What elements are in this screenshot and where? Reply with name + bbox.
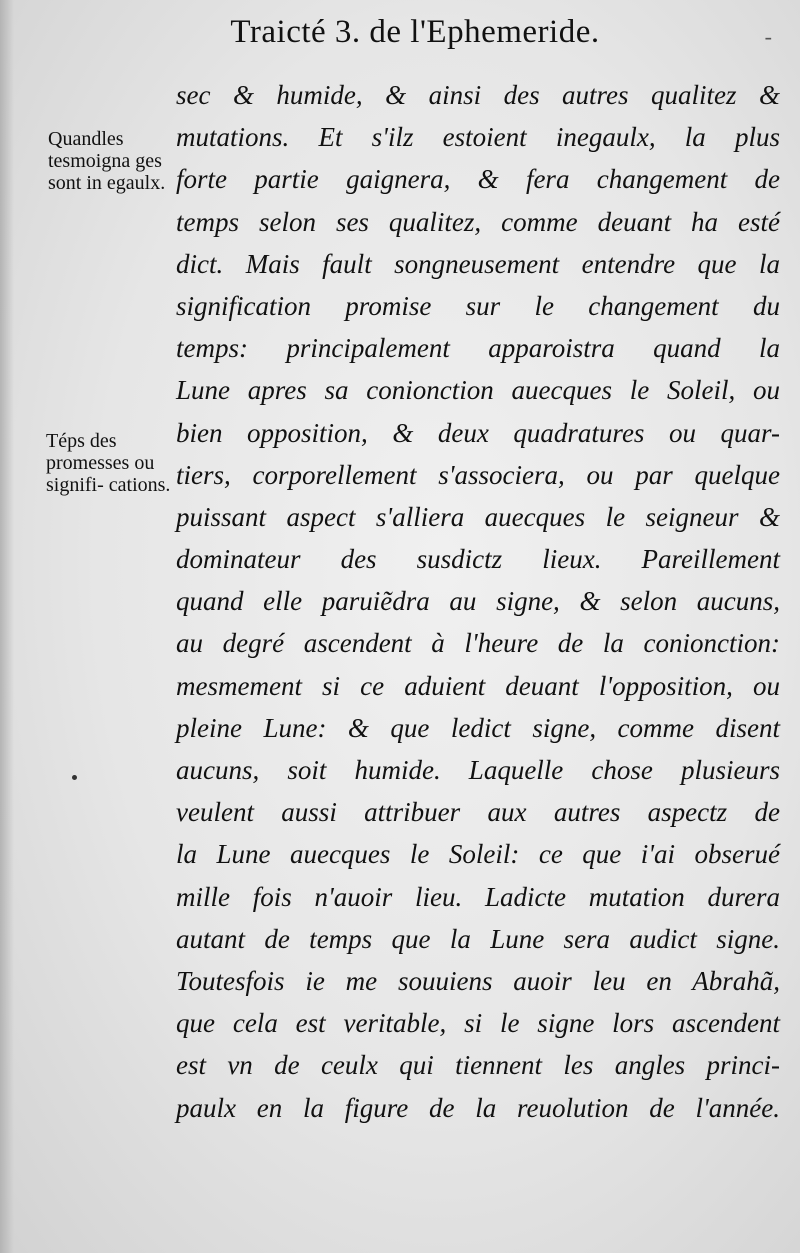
text-line: Toutesfois ie me souuiens auoir leu en Abrahã,: [176, 965, 780, 996]
body-text: [176, 74, 780, 1129]
text-line: mutations. Et s'ilz estoient inegaulx, la plus: [176, 122, 780, 153]
text-line: temps selon ses qualitez, comme deuant ha esté: [176, 206, 780, 237]
margin-mark: [72, 775, 77, 780]
text-line: puissant aspect s'alliera auecques le seigneur &: [176, 501, 780, 532]
text-line: la Lune auecques le Soleil: ce que i'ai obserué: [176, 839, 780, 870]
text-line: aucuns, soit humide. Laquelle chose plusieurs: [176, 755, 780, 785]
text-line: autant de temps que la Lune sera audict signe.: [176, 923, 780, 954]
header-dash: -: [764, 24, 772, 49]
text-line: bien opposition, & deux quadratures ou quar-: [176, 417, 780, 448]
text-line: paulx en la figure de la reuolution de l'année.: [176, 1092, 780, 1123]
text-line: temps: principalement apparoistra quand la: [176, 333, 780, 364]
text-line: est vn de ceulx qui tiennent les angles princi-: [176, 1050, 780, 1081]
text-line: signification promise sur le changement du: [176, 290, 780, 321]
bleed-through-text: [70, 780, 74, 799]
text-line: sec & humide, & ainsi des autres qualitez &: [176, 80, 780, 110]
text-line: mesmement si ce aduient deuant l'opposition, ou: [176, 670, 780, 701]
text-line: au degré ascendent à l'heure de la conionction:: [176, 628, 780, 659]
text-line: dict. Mais fault songneusement entendre que la: [176, 248, 780, 279]
text-line: tiers, corporellement s'associera, ou par quelque: [176, 459, 780, 490]
running-head: Traicté 3. de l'Ephemeride.: [230, 14, 600, 50]
text-line: que cela est veritable, si le signe lors ascendent: [176, 1008, 780, 1039]
text-line: quand elle paruiẽdra au signe, & selon aucuns,: [176, 586, 780, 617]
margin-note-2: Téps des promesses ou signifi- cations.: [46, 430, 171, 496]
text-line: Lune apres sa conionction auecques le Soleil, ou: [176, 375, 780, 406]
text-line: forte partie gaignera, & fera changement de: [176, 164, 780, 195]
text-line: mille fois n'auoir lieu. Ladicte mutation durera: [176, 881, 780, 912]
page-edge-shadow: [0, 0, 14, 1253]
text-line: veulent aussi attribuer aux autres aspectz de: [176, 797, 780, 828]
margin-note-1: Quandles tesmoigna ges sont in egaulx.: [48, 128, 166, 194]
text-line: dominateur des susdictz lieux. Pareillement: [176, 544, 780, 575]
text-line: pleine Lune: & que ledict signe, comme disent: [176, 712, 780, 743]
